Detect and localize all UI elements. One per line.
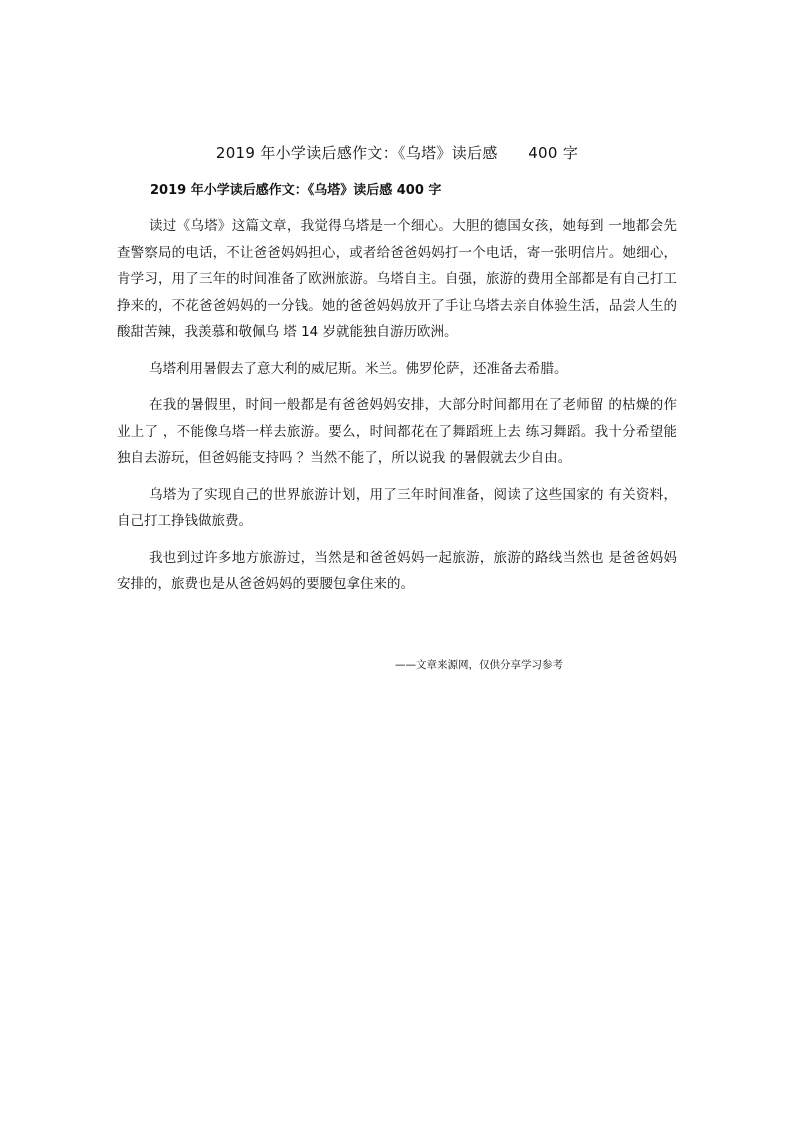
paragraph: 在我的暑假里，时间一般都是有爸爸妈妈安排，大部分时间都用在了老师留 的枯燥的作业上了 ，不能像乌塔一样去旅游。要么，时间都花在了舞蹈班上去 练习舞蹈。我十分希望能独自去游玩，但爸妈能支持吗 ？当然不能了，所以说我 的暑假就去少自由。 xyxy=(117,397,677,466)
document-subtitle: 2019 年小学读后感作文：《乌塔》读后感 400 字 xyxy=(150,183,442,198)
document-body xyxy=(117,213,677,608)
paragraph: 乌塔利用暑假去了意大利的威尼斯。米兰。佛罗伦萨，还准备去希腊。 xyxy=(149,360,568,377)
source-note: ——文章来源网，仅供分享学习参考 xyxy=(395,659,563,671)
paragraph: 我也到过许多地方旅游过，当然是和爸爸妈妈一起旅游，旅游的路线当然也 是爸爸妈妈安排的，旅费也是从爸爸妈妈的要腰包拿住来的。 xyxy=(117,549,677,592)
paragraph: 乌塔为了实现自己的世界旅游计划，用了三年时间准备，阅读了这些国家的 有关资料，自己打工挣钱做旅费。 xyxy=(117,486,677,529)
paragraph: 读过《乌塔》这篇文章，我觉得乌塔是一个细心。大胆的德国女孩，她每到 一地都会先查警察局的电话，不让爸爸妈妈担心，或者给爸爸妈妈打一个电话，寄一张明信片。她细心，肯学习，用了三年的时间准备了欧洲旅游。乌塔自主。自强，旅游的费用全部都是有自己打工挣来的，不花爸爸妈妈的一分钱。她的爸爸妈妈放开了手让乌塔去亲自体验生活，品尝人生的酸甜苦辣，我羡慕和敬佩乌 塔 14 岁就能独自游历欧洲。 xyxy=(117,218,677,340)
document-title: 2019 年小学读后感作文：《乌塔》读后感 400 字 xyxy=(215,144,579,162)
